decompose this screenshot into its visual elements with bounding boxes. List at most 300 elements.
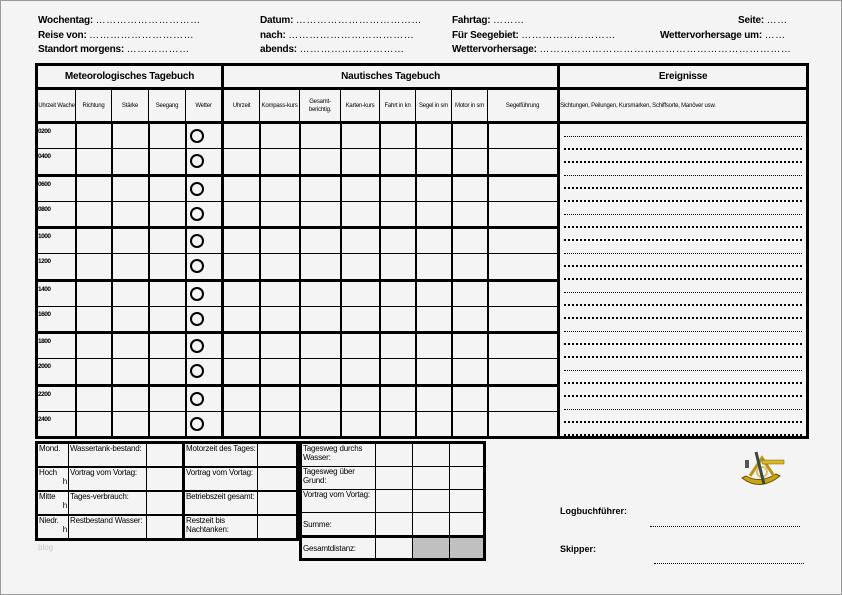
log-cell[interactable] <box>488 280 559 306</box>
weather-circle-icon[interactable] <box>190 182 204 196</box>
log-cell[interactable] <box>112 228 149 254</box>
log-cell[interactable] <box>260 385 300 411</box>
log-cell[interactable] <box>223 280 260 306</box>
log-cell[interactable] <box>112 333 149 359</box>
motor-value-cell[interactable] <box>258 443 298 468</box>
distance-label: Tagesweg durchs Wasser: <box>301 443 376 467</box>
weather-circle-icon[interactable] <box>190 417 204 431</box>
time-label: 0800 <box>38 205 51 213</box>
header-label: Fahrtag: <box>452 15 491 26</box>
log-cell[interactable] <box>452 228 488 254</box>
log-cell[interactable] <box>149 359 186 385</box>
header-field-für-seegebiet[interactable] <box>452 30 616 41</box>
header-label: Wochentag: <box>38 15 94 26</box>
log-cell[interactable] <box>452 254 488 280</box>
weather-circle-icon[interactable] <box>190 364 204 378</box>
nautic-column-header: Gesamt-berichtig. <box>300 89 341 123</box>
meteo-column-header: Wetter <box>186 89 223 123</box>
motor-value-cell[interactable] <box>258 491 298 515</box>
tide-label: Mond. <box>39 444 61 453</box>
distance-row <box>301 490 485 513</box>
log-cell[interactable] <box>380 411 416 437</box>
distance-value-cell[interactable] <box>450 467 485 490</box>
log-cell[interactable] <box>380 254 416 280</box>
distance-row <box>301 513 485 537</box>
log-cell[interactable] <box>488 359 559 385</box>
log-row <box>37 123 808 149</box>
log-cell[interactable] <box>223 333 260 359</box>
log-cell[interactable] <box>260 333 300 359</box>
nautic-column-header: Fahrt in kn <box>380 89 416 123</box>
log-cell[interactable] <box>341 359 380 385</box>
log-cell[interactable] <box>488 306 559 332</box>
header-field-reise-von[interactable] <box>38 30 194 41</box>
tide-label-cell[interactable] <box>37 467 69 491</box>
nautic-column-header: Kompass-kurs <box>260 89 300 123</box>
log-cell[interactable] <box>416 254 452 280</box>
events-notes-area[interactable] <box>559 123 808 438</box>
log-cell[interactable] <box>260 201 300 227</box>
log-cell[interactable] <box>452 280 488 306</box>
log-cell[interactable] <box>76 123 112 149</box>
log-cell[interactable] <box>416 149 452 175</box>
log-cell[interactable] <box>452 201 488 227</box>
distance-label: Tagesweg über Grund: <box>301 467 376 490</box>
logbook-keeper-label: Logbuchführer: <box>560 506 627 516</box>
water-label: Vortrag vom Vortag: <box>69 467 147 491</box>
log-cell[interactable] <box>300 123 341 149</box>
events-dotted-line[interactable] <box>564 371 802 384</box>
log-cell[interactable] <box>380 228 416 254</box>
log-cell[interactable] <box>380 385 416 411</box>
log-cell[interactable] <box>223 411 260 437</box>
log-cell[interactable] <box>300 333 341 359</box>
events-dotted-line[interactable] <box>564 410 802 423</box>
time-label: 1200 <box>38 258 51 266</box>
tide-unit: h <box>62 477 67 486</box>
log-cell[interactable] <box>76 359 112 385</box>
total-distance-label: Gesamtdistanz: <box>301 537 376 560</box>
distance-value-cell[interactable] <box>413 467 450 490</box>
tide-row <box>37 467 298 491</box>
log-cell[interactable] <box>76 175 112 201</box>
log-cell[interactable] <box>416 228 452 254</box>
log-cell[interactable] <box>341 123 380 149</box>
log-cell[interactable] <box>149 333 186 359</box>
log-cell[interactable] <box>452 123 488 149</box>
log-cell[interactable] <box>452 306 488 332</box>
distance-value-cell[interactable] <box>376 467 413 490</box>
tide-label-cell[interactable] <box>37 515 69 540</box>
log-cell[interactable] <box>223 306 260 332</box>
log-cell[interactable] <box>380 175 416 201</box>
tide-water-motor-table <box>35 441 299 541</box>
log-cell[interactable] <box>149 228 186 254</box>
meteo-column-header: Seegang <box>149 89 186 123</box>
log-cell[interactable] <box>380 306 416 332</box>
distance-table <box>299 441 486 561</box>
tide-label-cell[interactable] <box>37 491 69 515</box>
log-cell[interactable] <box>452 411 488 437</box>
log-cell[interactable] <box>300 254 341 280</box>
weather-cell[interactable] <box>186 175 223 201</box>
events-dotted-line[interactable] <box>564 189 802 202</box>
time-cell[interactable] <box>37 280 76 306</box>
logbook-main-table <box>35 63 809 439</box>
log-cell[interactable] <box>76 201 112 227</box>
log-cell[interactable] <box>341 254 380 280</box>
events-dotted-line[interactable] <box>564 241 802 254</box>
log-cell[interactable] <box>223 149 260 175</box>
header-fill-line[interactable]: ………………………… <box>95 15 201 26</box>
header-fill-line[interactable]: ……… <box>493 15 525 26</box>
tide-unit: h <box>62 501 67 510</box>
log-cell[interactable] <box>260 149 300 175</box>
log-cell[interactable] <box>149 280 186 306</box>
log-cell[interactable] <box>488 123 559 149</box>
time-cell[interactable] <box>37 333 76 359</box>
weather-circle-icon[interactable] <box>190 129 204 143</box>
time-cell[interactable] <box>37 385 76 411</box>
distance-value-cell[interactable] <box>413 513 450 537</box>
log-cell[interactable] <box>488 201 559 227</box>
log-cell[interactable] <box>416 280 452 306</box>
log-cell[interactable] <box>488 175 559 201</box>
sextant-icon <box>736 448 786 490</box>
header-fill-line[interactable]: ……………………………… <box>295 15 422 26</box>
log-cell[interactable] <box>416 333 452 359</box>
log-cell[interactable] <box>300 280 341 306</box>
log-cell[interactable] <box>149 149 186 175</box>
events-dotted-line[interactable] <box>564 202 802 215</box>
header-label: Wettervorhersage um: <box>660 30 762 41</box>
time-cell[interactable] <box>37 254 76 280</box>
water-label: Restbestand Wasser: <box>69 515 147 540</box>
logbook-keeper-signature-line[interactable] <box>650 525 800 527</box>
motor-value-cell[interactable] <box>258 467 298 491</box>
log-cell[interactable] <box>76 306 112 332</box>
section-nautical: Nautisches Tagebuch <box>223 65 559 89</box>
time-label: 2400 <box>38 415 51 423</box>
time-cell[interactable] <box>37 306 76 332</box>
weather-circle-icon[interactable] <box>190 234 204 248</box>
events-dotted-line[interactable] <box>564 332 802 345</box>
header-label: Wettervorhersage: <box>452 44 537 55</box>
log-cell[interactable] <box>380 149 416 175</box>
log-cell[interactable] <box>341 149 380 175</box>
distance-value-cell[interactable] <box>450 513 485 537</box>
log-cell[interactable] <box>452 385 488 411</box>
header-field-wettervorhersage-um[interactable] <box>660 30 786 41</box>
header-fill-line[interactable]: ……………… <box>126 44 190 55</box>
tide-label: Niedr. <box>39 516 59 525</box>
log-cell[interactable] <box>488 228 559 254</box>
log-cell[interactable] <box>260 254 300 280</box>
log-cell[interactable] <box>488 333 559 359</box>
log-cell[interactable] <box>300 175 341 201</box>
log-cell[interactable] <box>223 201 260 227</box>
tide-row <box>37 515 298 540</box>
weather-circle-icon[interactable] <box>190 154 204 168</box>
log-cell[interactable] <box>300 149 341 175</box>
log-cell[interactable] <box>380 201 416 227</box>
log-cell[interactable] <box>149 175 186 201</box>
water-value-cell[interactable] <box>147 443 184 468</box>
time-label: 0400 <box>38 153 51 161</box>
events-dotted-line[interactable] <box>564 293 802 306</box>
time-label: 2000 <box>38 363 51 371</box>
log-cell[interactable] <box>300 201 341 227</box>
weather-circle-icon[interactable] <box>190 312 204 326</box>
log-cell[interactable] <box>76 333 112 359</box>
events-dotted-line[interactable] <box>564 228 802 241</box>
weather-circle-icon[interactable] <box>190 207 204 221</box>
log-cell[interactable] <box>341 175 380 201</box>
events-dotted-line[interactable] <box>564 280 802 293</box>
header-fill-line[interactable]: …… <box>766 15 788 26</box>
log-cell[interactable] <box>488 149 559 175</box>
time-cell[interactable] <box>37 359 76 385</box>
weather-cell[interactable] <box>186 411 223 437</box>
log-cell[interactable] <box>223 385 260 411</box>
log-cell[interactable] <box>416 306 452 332</box>
distance-value-cell[interactable] <box>376 513 413 537</box>
log-cell[interactable] <box>380 333 416 359</box>
distance-value-cell[interactable] <box>450 490 485 513</box>
watermark: blog <box>38 543 54 552</box>
time-label: 1800 <box>38 338 51 345</box>
log-cell[interactable] <box>76 280 112 306</box>
log-cell[interactable] <box>341 306 380 332</box>
log-cell[interactable] <box>76 228 112 254</box>
events-dotted-line[interactable] <box>564 306 802 319</box>
log-cell[interactable] <box>416 385 452 411</box>
events-dotted-line[interactable] <box>564 176 802 189</box>
log-cell[interactable] <box>380 123 416 149</box>
weather-cell[interactable] <box>186 201 223 227</box>
nautic-column-header: Karten-kurs <box>341 89 380 123</box>
events-dotted-line[interactable] <box>564 397 802 410</box>
log-cell[interactable] <box>341 228 380 254</box>
log-cell[interactable] <box>76 411 112 437</box>
log-cell[interactable] <box>341 280 380 306</box>
time-label: 1000 <box>38 233 51 240</box>
log-cell[interactable] <box>488 385 559 411</box>
motor-label: Restzeit bis Nachtanken: <box>184 515 258 540</box>
weather-cell[interactable] <box>186 385 223 411</box>
time-label: 0600 <box>38 180 51 188</box>
events-dotted-line[interactable] <box>564 124 802 137</box>
log-cell[interactable] <box>260 306 300 332</box>
weather-cell[interactable] <box>186 306 223 332</box>
header-fill-line[interactable]: …… <box>764 30 786 41</box>
log-cell[interactable] <box>416 175 452 201</box>
log-cell[interactable] <box>149 306 186 332</box>
time-cell[interactable] <box>37 411 76 437</box>
log-cell[interactable] <box>416 359 452 385</box>
skipper-label: Skipper: <box>560 544 597 554</box>
time-label: 2200 <box>38 390 51 398</box>
log-cell[interactable] <box>488 254 559 280</box>
log-cell[interactable] <box>260 280 300 306</box>
header-field-seite[interactable] <box>738 15 788 26</box>
log-cell[interactable] <box>223 175 260 201</box>
log-cell[interactable] <box>341 385 380 411</box>
log-cell[interactable] <box>488 411 559 437</box>
log-cell[interactable] <box>341 333 380 359</box>
distance-value-cell[interactable] <box>413 443 450 467</box>
log-cell[interactable] <box>260 123 300 149</box>
distance-row <box>301 443 485 467</box>
distance-value-cell[interactable] <box>376 490 413 513</box>
header-field-wettervorhersage[interactable] <box>452 44 791 55</box>
section-events: Ereignisse <box>559 65 808 89</box>
header-field-wochentag[interactable] <box>38 15 201 26</box>
log-cell[interactable] <box>452 359 488 385</box>
weather-cell[interactable] <box>186 359 223 385</box>
log-cell[interactable] <box>112 201 149 227</box>
header-label: Standort morgens: <box>38 44 125 55</box>
log-cell[interactable] <box>260 228 300 254</box>
nautic-column-header: Segel in sm <box>416 89 452 123</box>
log-cell[interactable] <box>112 149 149 175</box>
log-cell[interactable] <box>112 411 149 437</box>
time-cell[interactable] <box>37 201 76 227</box>
weather-cell[interactable] <box>186 254 223 280</box>
distance-row <box>301 467 485 490</box>
log-cell[interactable] <box>76 385 112 411</box>
time-cell[interactable] <box>37 149 76 175</box>
water-value-cell[interactable] <box>147 515 184 540</box>
log-cell[interactable] <box>300 306 341 332</box>
weather-cell[interactable] <box>186 228 223 254</box>
log-cell[interactable] <box>341 411 380 437</box>
disabled-gray-cell <box>413 537 450 560</box>
log-cell[interactable] <box>112 359 149 385</box>
log-cell[interactable] <box>149 385 186 411</box>
events-dotted-line[interactable] <box>564 384 802 397</box>
events-dotted-line[interactable] <box>564 137 802 150</box>
log-cell[interactable] <box>452 175 488 201</box>
distance-total-row <box>301 537 485 560</box>
log-cell[interactable] <box>223 254 260 280</box>
header-fill-line[interactable]: ………………………… <box>89 30 195 41</box>
header-label: Für Seegebiet: <box>452 30 519 41</box>
log-cell[interactable] <box>112 385 149 411</box>
log-cell[interactable] <box>112 280 149 306</box>
weather-cell[interactable] <box>186 333 223 359</box>
log-cell[interactable] <box>149 411 186 437</box>
water-value-cell[interactable] <box>147 491 184 515</box>
log-cell[interactable] <box>416 411 452 437</box>
log-cell[interactable] <box>300 228 341 254</box>
log-cell[interactable] <box>380 280 416 306</box>
time-cell[interactable] <box>37 228 76 254</box>
weather-circle-icon[interactable] <box>190 287 204 301</box>
header-fill-line[interactable]: ……………………………… <box>288 30 415 41</box>
total-distance-value-cell[interactable] <box>376 537 413 560</box>
log-cell[interactable] <box>416 123 452 149</box>
meteo-column-header: Uhrzeit Wache <box>37 89 76 123</box>
time-label: 0200 <box>38 128 51 135</box>
log-cell[interactable] <box>300 385 341 411</box>
header-field-nach[interactable] <box>260 30 414 41</box>
weather-cell[interactable] <box>186 280 223 306</box>
log-cell[interactable] <box>149 201 186 227</box>
header-field-standort-morgens[interactable] <box>38 44 190 55</box>
skipper-signature-line[interactable] <box>654 562 804 564</box>
header-fill-line[interactable]: ……………………… <box>521 30 616 41</box>
events-dotted-line[interactable] <box>564 423 802 436</box>
header-label: Seite: <box>738 15 765 26</box>
log-cell[interactable] <box>223 359 260 385</box>
header-field-datum[interactable] <box>260 15 422 26</box>
header-fill-line[interactable]: ………………………… <box>299 44 405 55</box>
log-cell[interactable] <box>380 359 416 385</box>
motor-value-cell[interactable] <box>258 515 298 540</box>
log-cell[interactable] <box>452 149 488 175</box>
events-dotted-line[interactable] <box>564 345 802 358</box>
log-cell[interactable] <box>76 149 112 175</box>
time-cell[interactable] <box>37 175 76 201</box>
log-cell[interactable] <box>300 411 341 437</box>
weather-cell[interactable] <box>186 149 223 175</box>
header-field-abends[interactable] <box>260 44 405 55</box>
weather-circle-icon[interactable] <box>190 392 204 406</box>
log-cell[interactable] <box>112 175 149 201</box>
events-dotted-line[interactable] <box>564 319 802 332</box>
events-dotted-line[interactable] <box>564 215 802 228</box>
log-cell[interactable] <box>260 359 300 385</box>
header-label: abends: <box>260 44 297 55</box>
header-fill-line[interactable]: ……………………………………………………………… <box>539 44 792 55</box>
distance-value-cell[interactable] <box>450 443 485 467</box>
distance-value-cell[interactable] <box>413 490 450 513</box>
events-dotted-line[interactable] <box>564 358 802 371</box>
weather-circle-icon[interactable] <box>190 339 204 353</box>
weather-circle-icon[interactable] <box>190 259 204 273</box>
header-label: Reise von: <box>38 30 87 41</box>
water-value-cell[interactable] <box>147 467 184 491</box>
tide-label-cell[interactable] <box>37 443 69 468</box>
log-cell[interactable] <box>341 201 380 227</box>
log-cell[interactable] <box>223 228 260 254</box>
log-cell[interactable] <box>452 333 488 359</box>
distance-value-cell[interactable] <box>376 443 413 467</box>
weather-cell[interactable] <box>186 123 223 149</box>
events-dotted-line[interactable] <box>564 150 802 163</box>
log-cell[interactable] <box>149 123 186 149</box>
log-cell[interactable] <box>223 123 260 149</box>
distance-label: Summe: <box>301 513 376 537</box>
log-cell[interactable] <box>300 359 341 385</box>
motor-label: Betriebszeit gesamt: <box>184 491 258 515</box>
header-field-fahrtag[interactable] <box>452 15 525 26</box>
log-cell[interactable] <box>112 254 149 280</box>
log-cell[interactable] <box>76 254 112 280</box>
events-dotted-line[interactable] <box>564 254 802 267</box>
meteo-column-header: Richtung <box>76 89 112 123</box>
log-cell[interactable] <box>416 201 452 227</box>
events-dotted-line[interactable] <box>564 267 802 280</box>
events-dotted-line[interactable] <box>564 163 802 176</box>
log-cell[interactable] <box>112 306 149 332</box>
log-cell[interactable] <box>112 123 149 149</box>
time-cell[interactable] <box>37 123 76 149</box>
log-cell[interactable] <box>260 411 300 437</box>
log-cell[interactable] <box>260 175 300 201</box>
log-cell[interactable] <box>149 254 186 280</box>
